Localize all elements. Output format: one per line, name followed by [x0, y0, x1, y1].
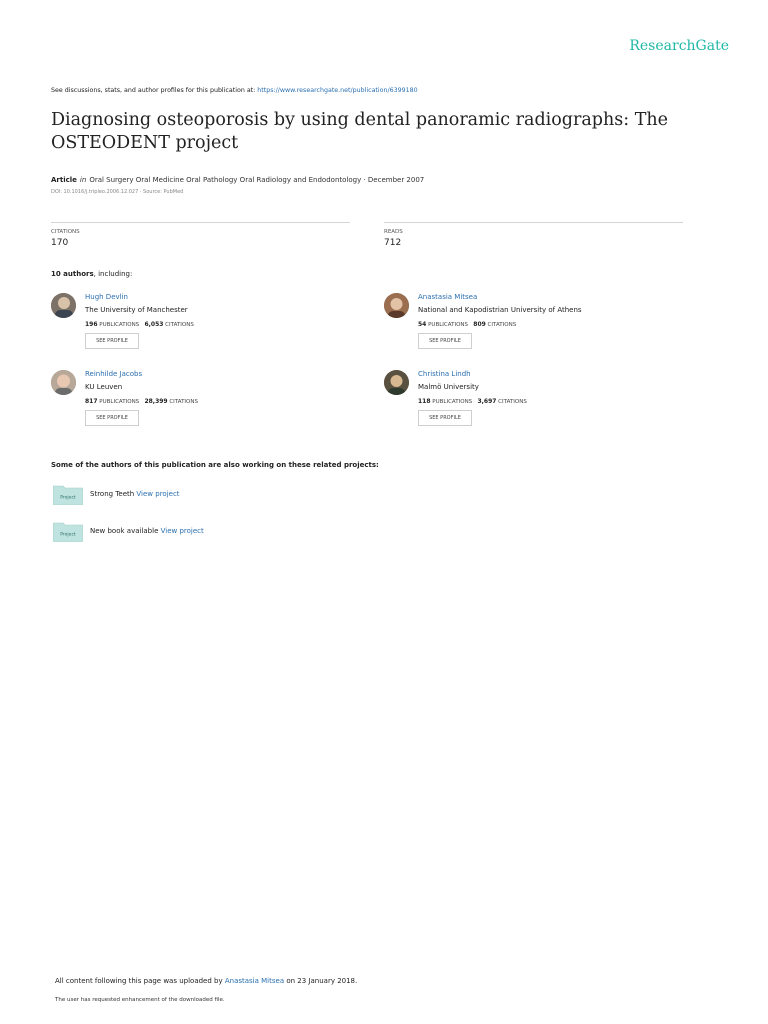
- avatar[interactable]: [384, 370, 409, 395]
- author-citations-label: CITATIONS: [169, 399, 198, 405]
- citations-divider: [51, 222, 350, 223]
- author-stats: [418, 398, 527, 405]
- uploader-link[interactable]: Anastasia Mitsea: [224, 977, 285, 985]
- discussion-notice-text: See discussions, stats, and author profiles for this publication at:: [51, 87, 258, 94]
- related-projects-heading: Some of the authors of this publication are also working on these related projects:: [51, 461, 379, 469]
- see-profile-button[interactable]: SEE PROFILE: [418, 410, 472, 426]
- folder-label: Project: [60, 532, 76, 538]
- author-publications-count: 196: [85, 321, 98, 328]
- upload-suffix: on 23 January 2018.: [284, 977, 358, 985]
- publication-url-link[interactable]: https://www.researchgate.net/publication/6399180: [257, 87, 418, 94]
- author-citations-label: CITATIONS: [498, 399, 527, 405]
- article-type: Article: [51, 176, 77, 184]
- authors-count: 10 authors: [51, 270, 94, 278]
- author-stats: [85, 321, 194, 328]
- paper-title: Diagnosing osteoporosis by using dental panoramic radiographs: The OSTEODENT project: [51, 110, 669, 153]
- author-name-link[interactable]: Christina Lindh: [418, 370, 471, 378]
- view-project-link[interactable]: View project: [160, 527, 204, 535]
- author-citations-label: CITATIONS: [487, 322, 517, 328]
- author-name-link[interactable]: Anastasia Mitsea: [418, 293, 478, 301]
- view-project-link[interactable]: View project: [136, 490, 180, 498]
- journal-name: Oral Surgery Oral Medicine Oral Pathology Oral Radiology and Endodontology · December 2007: [89, 176, 425, 184]
- doi-line: DOI: 10.1016/j.tripleo.2006.12.027 · Source: PubMed: [51, 189, 184, 195]
- author-publications-count: 118: [418, 398, 431, 405]
- see-profile-button[interactable]: SEE PROFILE: [418, 333, 472, 349]
- project-name: Strong Teeth: [90, 490, 135, 498]
- author-citations-count: 6,053: [144, 321, 164, 328]
- author-citations-count: 809: [473, 321, 486, 328]
- author-name-link[interactable]: Hugh Devlin: [85, 293, 128, 301]
- avatar[interactable]: [384, 293, 409, 318]
- avatar[interactable]: [51, 293, 76, 318]
- avatar[interactable]: [51, 370, 76, 395]
- article-in: in: [79, 176, 87, 184]
- folder-icon: [53, 484, 83, 505]
- authors-heading-suffix: , including:: [93, 270, 133, 278]
- author-stats: [418, 321, 516, 328]
- reads-value: 712: [384, 238, 402, 248]
- see-profile-button[interactable]: SEE PROFILE: [85, 410, 139, 426]
- project-line: [90, 527, 204, 535]
- author-publications-label: PUBLICATIONS: [99, 399, 140, 405]
- article-info: [51, 176, 424, 184]
- author-publications-label: PUBLICATIONS: [99, 322, 140, 328]
- upload-prefix: All content following this page was uploaded by: [55, 977, 225, 985]
- project-name: New book available: [90, 527, 159, 535]
- author-name-link[interactable]: Reinhilde Jacobs: [85, 370, 143, 378]
- citations-label: CITATIONS: [51, 229, 80, 235]
- reads-divider: [384, 222, 683, 223]
- author-institution: The University of Manchester: [85, 306, 188, 314]
- citations-value: 170: [51, 238, 69, 248]
- author-institution: Malmö University: [418, 383, 479, 391]
- discussion-notice: [51, 87, 418, 94]
- author-citations-count: 28,399: [144, 398, 168, 405]
- author-publications-label: PUBLICATIONS: [432, 399, 473, 405]
- author-institution: KU Leuven: [85, 383, 123, 391]
- author-publications-count: 817: [85, 398, 98, 405]
- author-publications-label: PUBLICATIONS: [428, 322, 469, 328]
- project-line: [90, 490, 180, 498]
- upload-notice: [55, 977, 357, 985]
- author-citations-count: 3,697: [477, 398, 497, 405]
- researchgate-logo[interactable]: ResearchGate: [629, 38, 729, 54]
- author-institution: National and Kapodistrian University of Athens: [418, 306, 582, 314]
- author-stats: [85, 398, 198, 405]
- folder-label: Project: [60, 495, 76, 501]
- author-citations-label: CITATIONS: [165, 322, 194, 328]
- authors-heading: [51, 270, 132, 278]
- author-publications-count: 54: [418, 321, 427, 328]
- enhancement-note: The user has requested enhancement of the downloaded file.: [55, 997, 225, 1003]
- reads-label: READS: [384, 229, 403, 235]
- folder-icon: [53, 521, 83, 542]
- see-profile-button[interactable]: SEE PROFILE: [85, 333, 139, 349]
